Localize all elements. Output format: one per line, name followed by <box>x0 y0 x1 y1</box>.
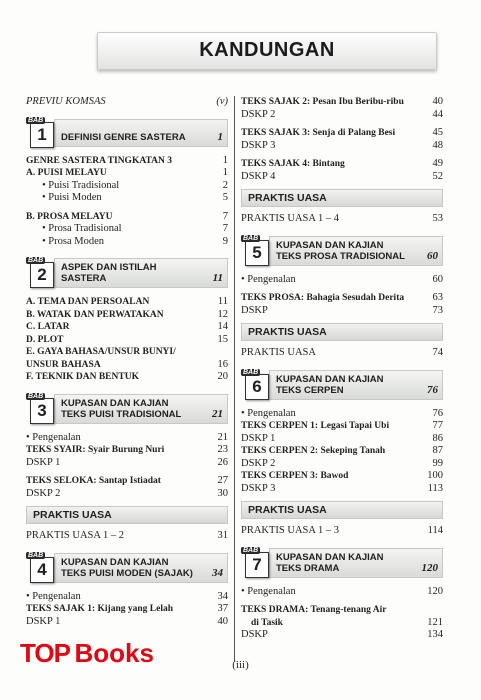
toc-row[interactable]: DSKP 1 40 <box>26 615 228 627</box>
chapter-title: KUPASAN DAN KAJIAN TEKS CERPEN <box>276 373 384 396</box>
toc-row[interactable]: • Pengenalan 21 <box>26 431 228 443</box>
chapter-5-header[interactable] <box>241 236 443 266</box>
chapter-title: KUPASAN DAN KAJIAN TEKS PUISI TRADISIONAL <box>61 397 182 420</box>
toc-row[interactable]: DSKP 2 30 <box>26 487 228 499</box>
toc-row[interactable]: UNSUR BAHASA 16 <box>26 358 228 370</box>
title-banner <box>97 32 437 70</box>
chapter-number: 5 <box>245 240 269 266</box>
chapter-3-header[interactable] <box>26 394 228 424</box>
bab-badge: BAB 3 <box>26 395 56 423</box>
toc-row[interactable]: TEKS SYAIR: Syair Burung Nuri 23 <box>26 444 228 455</box>
right-column <box>241 96 443 642</box>
chapter-page: 120 <box>421 561 438 574</box>
chapter-number: 1 <box>30 122 54 148</box>
page-title: KANDUNGAN <box>199 39 335 61</box>
praktis-heading: PRAKTIS UASA <box>26 506 228 524</box>
bab-badge: BAB 7 <box>241 549 271 577</box>
toc-row[interactable]: GENRE SASTERA TINGKATAN 3 1 <box>26 154 228 166</box>
bab-badge: BAB 2 <box>26 259 56 287</box>
toc-row-preview[interactable]: PREVIU KOMSAS (v) <box>26 96 228 107</box>
toc-row[interactable]: A. TEMA DAN PERSOALAN 11 <box>26 296 228 307</box>
toc-row[interactable]: TEKS DRAMA: Tenang-tenang Air <box>241 605 387 615</box>
toc-row[interactable]: DSKP 2 99 <box>241 457 443 469</box>
toc-row[interactable]: • Pengenalan 60 <box>241 273 443 285</box>
toc-row[interactable]: DSKP 4 52 <box>241 170 443 182</box>
toc-row[interactable]: TEKS CERPEN 1: Legasi Tapai Ubi 77 <box>241 420 443 431</box>
toc-row[interactable]: C. LATAR 14 <box>26 321 228 332</box>
chapter-title: ASPEK DAN ISTILAH SASTERA <box>61 262 157 284</box>
chapter-page: 34 <box>212 566 223 579</box>
chapter-title: DEFINISI GENRE SASTERA <box>61 131 186 143</box>
chapter-page: 76 <box>427 383 438 396</box>
bab-badge: BAB 1 <box>26 119 56 147</box>
toc-row[interactable]: DSKP 134 <box>241 629 443 640</box>
toc-row[interactable]: • Prosa Moden 9 <box>42 235 228 247</box>
chapter-7-header[interactable] <box>241 548 443 578</box>
page-number: (iii) <box>232 659 249 671</box>
bab-badge: BAB 5 <box>241 237 271 265</box>
toc-row-praktis[interactable]: PRAKTIS UASA 1 – 3 114 <box>241 525 443 536</box>
toc-row[interactable]: DSKP 2 44 <box>241 108 443 120</box>
toc-row[interactable]: • Prosa Tradisional 7 <box>42 223 228 234</box>
toc-row[interactable]: DSKP 3 48 <box>241 139 443 151</box>
toc-row[interactable]: TEKS SELOKA: Santap Istiadat 27 <box>26 475 228 486</box>
toc-row-praktis[interactable]: PRAKTIS UASA 1 – 4 53 <box>241 213 443 224</box>
toc-row[interactable]: TEKS CERPEN 2: Sekeping Tanah 87 <box>241 445 443 456</box>
toc-row[interactable]: TEKS SAJAK 2: Pesan Ibu Beribu-ribu 40 <box>241 96 443 107</box>
toc-row[interactable]: DSKP 3 113 <box>241 482 443 494</box>
bab-badge: BAB 6 <box>241 371 271 399</box>
chapter-title: KUPASAN DAN KAJIAN TEKS DRAMA <box>276 551 384 574</box>
toc-row-praktis[interactable]: PRAKTIS UASA 74 <box>241 347 443 358</box>
chapter-number: 2 <box>30 262 54 288</box>
toc-row[interactable]: DSKP 1 26 <box>26 456 228 468</box>
toc-row[interactable]: E. GAYA BAHASA/UNSUR BUNYI/ <box>26 347 176 357</box>
chapter-page: 1 <box>217 130 223 143</box>
chapter-1-header[interactable] <box>26 116 228 147</box>
toc-row[interactable]: F. TEKNIK DAN BENTUK 20 <box>26 371 228 382</box>
toc-row[interactable]: TEKS SAJAK 3: Senja di Palang Besi 45 <box>241 127 443 138</box>
praktis-heading: PRAKTIS UASA <box>241 189 443 207</box>
chapter-number: 6 <box>245 374 269 400</box>
column-divider <box>234 96 235 662</box>
toc-row[interactable]: TEKS SAJAK 1: Kijang yang Lelah 37 <box>26 603 228 614</box>
toc-row[interactable]: A. PUISI MELAYU 1 <box>26 167 228 178</box>
toc-row[interactable]: • Pengenalan 34 <box>26 590 228 602</box>
chapter-page: 21 <box>212 407 223 420</box>
bab-badge: BAB 4 <box>26 554 56 582</box>
topbooks-logo: TOP Books <box>20 638 154 668</box>
chapter-number: 3 <box>30 398 54 424</box>
chapter-title: KUPASAN DAN KAJIAN TEKS PROSA TRADISIONAL <box>276 239 405 262</box>
chapter-number: 7 <box>245 552 269 578</box>
toc-row[interactable]: D. PLOT 15 <box>26 333 228 345</box>
toc-row[interactable]: • Pengenalan 120 <box>241 585 443 597</box>
toc-row[interactable]: B. PROSA MELAYU 7 <box>26 210 228 222</box>
toc-row[interactable]: DSKP 1 86 <box>241 432 443 444</box>
toc-row[interactable]: DSKP 73 <box>241 304 443 316</box>
chapter-2-header[interactable] <box>26 258 228 288</box>
praktis-heading: PRAKTIS UASA <box>241 501 443 519</box>
praktis-heading: PRAKTIS UASA <box>241 323 443 341</box>
chapter-page: 60 <box>427 249 438 262</box>
toc-row[interactable]: • Pengenalan 76 <box>241 407 443 419</box>
chapter-6-header[interactable] <box>241 370 443 400</box>
chapter-4-header[interactable] <box>26 553 228 583</box>
chapter-page: 11 <box>212 272 223 284</box>
left-column <box>26 96 228 628</box>
toc-row[interactable]: TEKS CERPEN 3: Bawod 100 <box>241 470 443 481</box>
toc-row[interactable]: • Puisi Tradisional 2 <box>42 179 228 191</box>
chapter-title: KUPASAN DAN KAJIAN TEKS PUISI MODEN (SAJAK) <box>61 556 193 579</box>
toc-row[interactable]: B. WATAK DAN PERWATAKAN 12 <box>26 308 228 320</box>
toc-row[interactable]: • Puisi Moden 5 <box>42 192 228 203</box>
toc-row[interactable]: TEKS PROSA: Bahagia Sesudah Derita 63 <box>241 292 443 303</box>
chapter-number: 4 <box>30 557 54 583</box>
toc-row-praktis[interactable]: PRAKTIS UASA 1 – 2 31 <box>26 530 228 541</box>
toc-row[interactable]: TEKS SAJAK 4: Bintang 49 <box>241 158 443 169</box>
toc-row[interactable]: di Tasik 121 <box>251 616 443 628</box>
